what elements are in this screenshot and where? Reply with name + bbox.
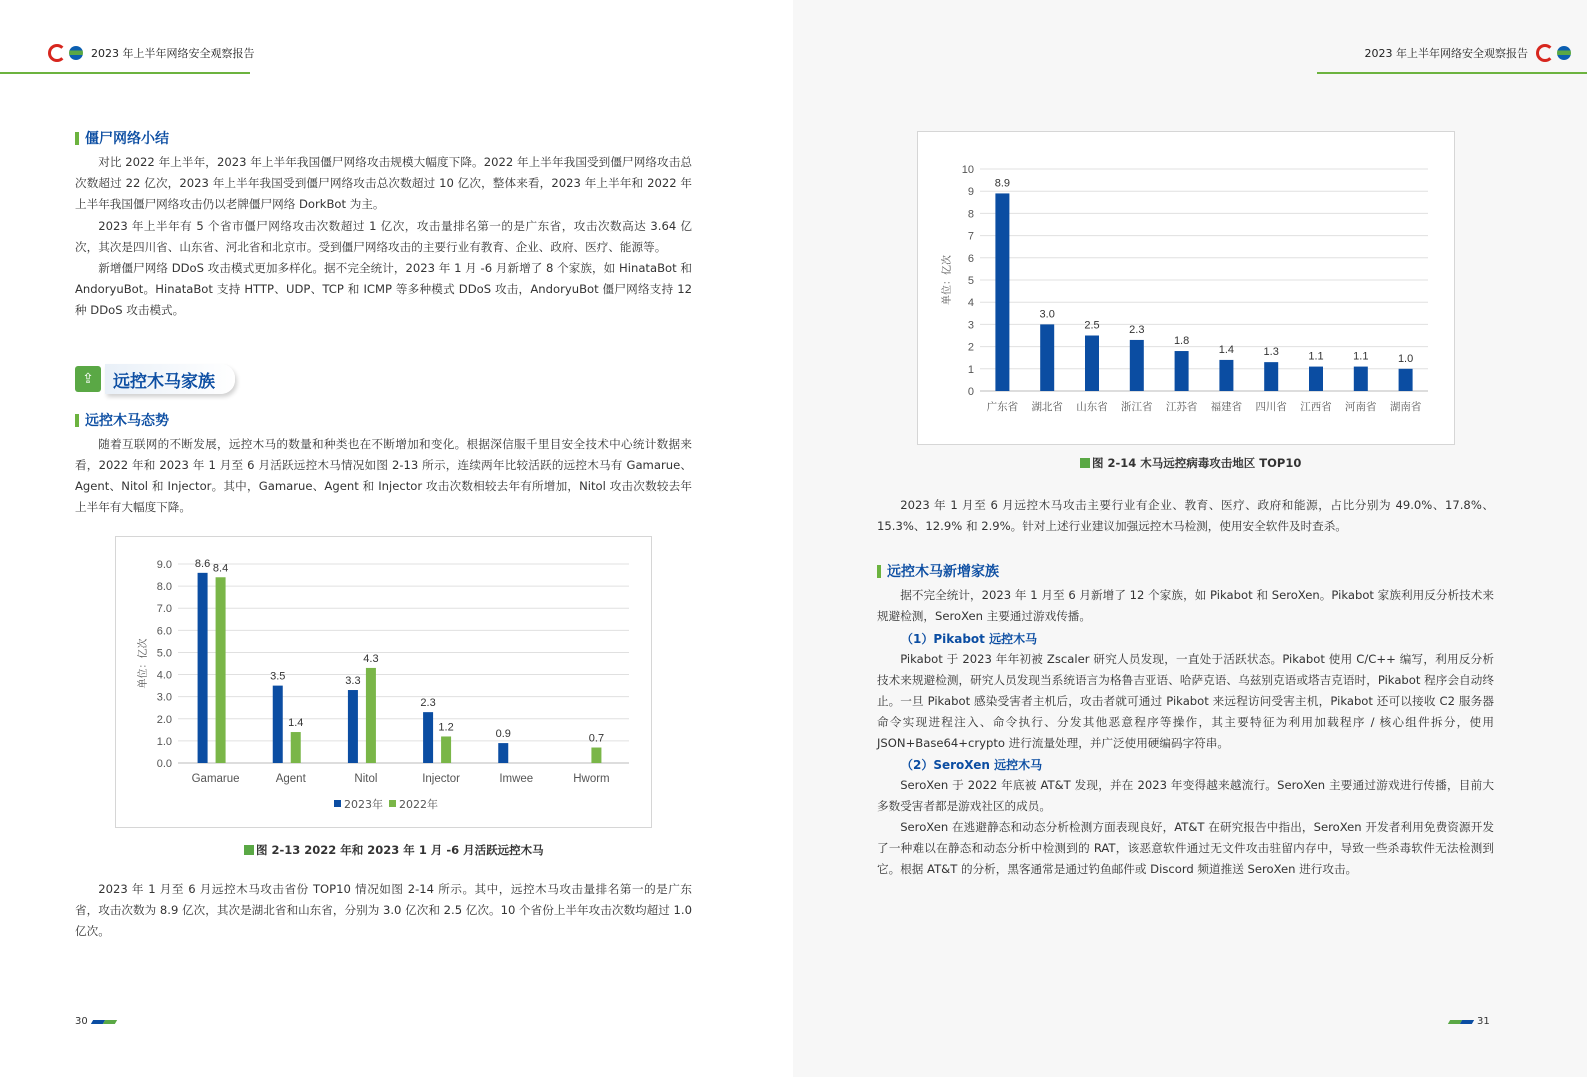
paragraph: 2023 年 1 月至 6 月远控木马攻击省份 TOP10 情况如图 2-14 所示。其中，远控木马攻击量排名第一的是广东省，攻击次数为 8.9 亿次，其次是湖北省和山东省，分别为 3.0 亿次和 2.5 亿次。10 个省份上半年攻击次数均超过 1.0 亿次。: [75, 882, 692, 938]
x-tick-label: Agent: [275, 773, 306, 785]
data-label: 1.2: [438, 721, 454, 734]
heading-bar-icon: [75, 414, 79, 427]
header-right: [1357, 44, 1572, 62]
bar-2022: [291, 732, 301, 763]
y-tick-label: 4.0: [156, 669, 172, 682]
ceprei-logo-icon: [48, 44, 66, 62]
data-label: 2.5: [1084, 319, 1100, 332]
data-label: 8.6: [194, 557, 211, 570]
x-tick-label: 浙江省: [1121, 401, 1153, 413]
ceprei-logo-icon: [1536, 44, 1554, 62]
caption-square-icon: [1080, 458, 1090, 468]
paragraph: SeroXen 于 2022 年底被 AT&T 发现，并在 2023 年变得越来越流行。SeroXen 主要通过游戏进行传播，目前大多数受害者都是游戏社区的成员。: [877, 778, 1494, 813]
page-right: [793, 0, 1587, 1077]
page-bar-icon: [1460, 1020, 1474, 1024]
y-axis-label: 单位：亿次: [138, 638, 149, 689]
y-tick-label: 1.0: [156, 735, 172, 748]
y-tick-label: 3.0: [156, 691, 172, 704]
bar: [1264, 362, 1278, 391]
data-label: 8.9: [994, 177, 1011, 190]
subheading-seroxen: （2）SeroXen 远控木马: [901, 758, 1043, 772]
x-tick-label: Nitol: [354, 773, 378, 785]
chart-2-14: [917, 131, 1455, 445]
heading-text: 远控木马态势: [85, 413, 169, 429]
chart-2-14-svg: [918, 132, 1454, 444]
paragraph: 新增僵尸网络 DDoS 攻击模式更加多样化。据不完全统计，2023 年 1 月 -6 月新增了 8 个家族，如 HinataBot 和 AndoryuBot。HinataBot 支持 HTTP、UDP、TCP 和 ICMP 等多种模式 DDoS 攻击，AndoryuBot 僵尸网络支持 12 种 DDoS 攻击模式。: [75, 261, 692, 317]
y-tick-label: 8: [967, 208, 974, 221]
logo: [48, 44, 83, 62]
x-tick-label: 河南省: [1345, 401, 1377, 413]
x-tick-label: Hworm: [573, 773, 610, 785]
y-tick-label: 0.0: [156, 758, 172, 770]
sangfor-logo-icon: [69, 46, 83, 60]
data-label: 1.3: [1263, 346, 1279, 359]
paragraph: SeroXen 在逃避静态和动态分析检测方面表现良好，AT&T 在研究报告中指出，SeroXen 开发者利用免费资源开发了一种难以在静态和动态分析中检测到的 RAT，该恶意软件通过无文件攻击驻留内存中，导致一些杀毒软件无法检测到它。根据 AT&T 的分析，黑客通常是通过钓鱼邮件或 Discord 频道推送 SeroXen 进行攻击。: [877, 820, 1494, 876]
bar: [1040, 324, 1054, 391]
bar-2022: [441, 736, 451, 763]
bar: [1130, 340, 1144, 391]
paragraph: Pikabot 于 2023 年年初被 Zscaler 研究人员发现，一直处于活跃状态。Pikabot 使用 C/C++ 编写，利用反分析技术来规避检测，研究人员发现当系统语言为格鲁吉亚语、哈萨克语、乌兹别克语或塔吉克语时，Pikabot 程序会自动终止。: [877, 652, 1494, 708]
bar: [1219, 360, 1233, 391]
bar: [1175, 351, 1189, 391]
subheading-pikabot: （1）Pikabot 远控木马: [901, 632, 1038, 646]
header-rule: [1317, 72, 1587, 74]
data-label: 4.3: [363, 652, 379, 665]
bar-2022: [216, 577, 226, 763]
legend-label: 2022年: [399, 798, 438, 811]
heading-bar-icon: [877, 565, 881, 578]
y-tick-label: 9: [967, 186, 974, 199]
x-tick-label: Injector: [422, 773, 460, 785]
caption-text: 图 2-13 2022 年和 2023 年 1 月 -6 月活跃远控木马: [256, 843, 544, 857]
heading-bar-icon: [75, 132, 79, 145]
data-label: 1.4: [1218, 343, 1235, 356]
logo: [1536, 44, 1571, 62]
chart-2-13: [115, 536, 652, 828]
paragraph: 2023 年上半年有 5 个省市僵尸网络攻击次数超过 1 亿次，攻击量排名第一的是广东省，攻击次数高达 3.64 亿次，其次是四川省、山东省、河北省和北京市。受到僵尸网络攻击的主要行业有教育、企业、政府、医疗、能源等。: [75, 219, 692, 254]
x-tick-label: Imwee: [499, 773, 534, 785]
bar: [1309, 367, 1323, 391]
caption-square-icon: [244, 845, 254, 855]
chapter-heading: [75, 364, 235, 394]
bar-2022: [591, 748, 601, 763]
upload-icon: ⇪: [75, 366, 101, 392]
x-tick-label: 山东省: [1076, 401, 1108, 413]
y-tick-label: 8.0: [156, 581, 172, 594]
paragraph: 对比 2022 年上半年，2023 年上半年我国僵尸网络攻击规模大幅度下降。2022 年上半年我国受到僵尸网络攻击总次数超过 22 亿次，2023 年上半年我国受到僵尸网络攻击总次数超过 10 亿次，整体来看，2023 年上半年和 2022 年上半年我国僵尸网络攻击仍以老牌僵尸网络 DorkBot 为主。: [75, 155, 692, 211]
legend-swatch: [334, 800, 341, 807]
y-tick-label: 1: [967, 363, 974, 376]
data-label: 2.3: [1129, 323, 1145, 336]
bar: [1399, 369, 1413, 391]
x-tick-label: 湖南省: [1389, 401, 1422, 413]
section-heading-botnet-summary: [75, 128, 169, 148]
data-label: 1.4: [288, 717, 304, 730]
y-tick-label: 5.0: [156, 647, 172, 660]
y-tick-label: 4: [967, 297, 974, 310]
data-label: 1.8: [1173, 335, 1190, 348]
y-tick-label: 0: [967, 386, 974, 398]
header-title: 2023 年上半年网络安全观察报告: [91, 47, 255, 60]
bar: [995, 193, 1009, 391]
page-bar-icon: [103, 1020, 117, 1024]
sangfor-logo-icon: [1557, 46, 1571, 60]
y-tick-label: 2.0: [156, 713, 172, 726]
paragraph: 2023 年 1 月至 6 月远控木马攻击主要行业有企业、教育、医疗、政府和能源，占比分别为 49.0%、17.8%、15.3%、12.9% 和 2.9%。针对上述行业建议加强远控木马检测，使用安全软件及时查杀。: [877, 498, 1494, 533]
data-label: 3.5: [270, 670, 286, 683]
paragraph: 随着互联网的不断发展，远控木马的数量和种类也在不断增加和变化。根据深信服千里目安全技术中心统计数据来看，2022 年和 2023 年 1 月至 6 月活跃远控木马情况如图 2-13 所示，连续两年比较活跃的远控木马有 Gamarue、Agent、Nitol 和 Injector。其中，Gamarue、Agent 和 Injector 攻击次数相较去年有所增加，Nitol 攻击次数较去年上半年有大幅度下降。: [75, 437, 692, 514]
data-label: 2.3: [420, 697, 436, 710]
y-tick-label: 3: [967, 319, 974, 332]
page-number-left: [75, 1016, 116, 1027]
legend-swatch: [389, 800, 396, 807]
section-heading-rat-trend: [75, 410, 169, 430]
data-label: 8.4: [212, 562, 229, 575]
paragraph: 一旦 Pikabot 感染受害者主机后，攻击者就可通过 Pikabot 来远程访问受害主机，Pikabot 还可以接收 C2 服务器命令实现进程注入、命令执行、分发其他恶意程序等操作，其主要特征为利用加载程序 / 核心组件拆分，使用 JSON+Base64+crypto 进行流量处理，并广泛使用硬编码字符串。: [877, 694, 1494, 750]
bar-2023: [498, 743, 508, 763]
data-label: 1.1: [1308, 350, 1324, 363]
page-left: [0, 0, 793, 1077]
figure-caption-2-14: [1080, 455, 1301, 471]
x-tick-label: 四川省: [1255, 401, 1287, 413]
bar-2023: [273, 686, 283, 763]
caption-text: 图 2-14 木马远控病毒攻击地区 TOP10: [1092, 456, 1302, 470]
heading-text: 僵尸网络小结: [85, 131, 169, 147]
paragraph: 据不完全统计，2023 年 1 月至 6 月新增了 12 个家族，如 Pikabot 和 SeroXen。Pikabot 家族利用反分析技术来规避检测，SeroXen 主要通过游戏传播。: [877, 588, 1494, 623]
data-label: 0.7: [588, 732, 605, 745]
data-label: 0.9: [495, 728, 511, 741]
header-title: 2023 年上半年网络安全观察报告: [1364, 47, 1528, 60]
x-tick-label: Gamarue: [191, 773, 240, 785]
y-tick-label: 6: [967, 252, 974, 265]
page-number: 30: [75, 1016, 88, 1027]
bar: [1354, 367, 1368, 391]
chapter-title: 远控木马家族: [113, 371, 215, 392]
page-number: 31: [1477, 1016, 1490, 1027]
y-tick-label: 10: [961, 164, 974, 176]
bar: [1085, 336, 1099, 392]
x-tick-label: 湖北省: [1031, 401, 1063, 413]
header-rule: [0, 72, 250, 74]
page-number-right: [1449, 1016, 1490, 1027]
bar-2022: [366, 668, 376, 763]
legend-label: 2023年: [344, 798, 383, 811]
data-label: 1.0: [1397, 352, 1414, 365]
y-tick-label: 9.0: [156, 559, 172, 571]
x-tick-label: 江西省: [1300, 401, 1332, 413]
bar-2023: [198, 573, 208, 763]
y-tick-label: 7: [967, 230, 974, 243]
data-label: 3.0: [1039, 308, 1055, 321]
x-tick-label: 福建省: [1210, 401, 1243, 413]
x-tick-label: 江苏省: [1165, 401, 1198, 413]
y-tick-label: 7.0: [156, 603, 172, 616]
bar-2023: [348, 690, 358, 763]
chapter-title-box: [105, 364, 235, 394]
chart-2-13-svg: [116, 537, 651, 827]
header-left: [48, 44, 263, 62]
section-heading-new-rat-families: [877, 561, 999, 581]
x-tick-label: 广东省: [986, 401, 1019, 413]
data-label: 3.3: [345, 675, 361, 688]
y-tick-label: 5: [967, 275, 974, 287]
y-tick-label: 2: [967, 341, 974, 354]
y-axis-label: 单位：亿次: [942, 255, 953, 305]
heading-text: 远控木马新增家族: [887, 564, 999, 580]
y-tick-label: 6.0: [156, 625, 172, 638]
bar-2023: [423, 712, 433, 763]
data-label: 1.1: [1353, 350, 1369, 363]
figure-caption-2-13: [244, 842, 544, 858]
